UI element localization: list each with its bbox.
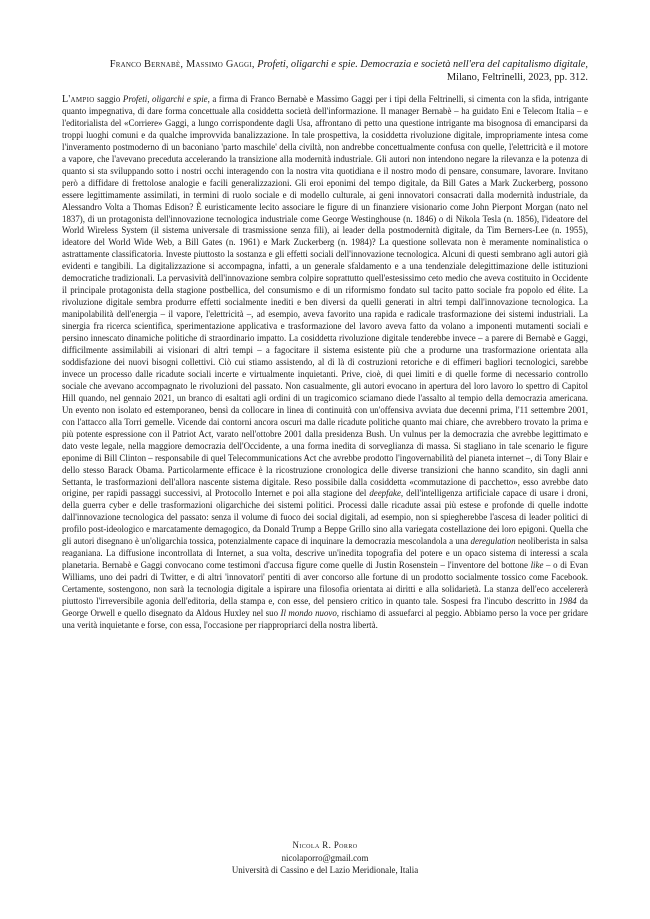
review-text [62, 94, 588, 632]
review-italic-book-title: Il mondo nuovo [280, 607, 337, 618]
review-italic-term: like [530, 560, 544, 571]
reviewer-email: nicolaporro@gmail.com [281, 852, 369, 863]
review-italic-term: deregulation [470, 536, 516, 547]
review-text-segment: neoliberista in salsa reaganiana. La diffusione incontrollata di Internet, a sua volta, descrive un'inedita topografia del potere e un opaco sistema di interessi a scala planetaria. Bernabè e Gaggi convocano come testimoni d'accusa figure come quelle di Justin Rosenstein – l'inventore del bottone [62, 536, 588, 571]
review-text-segment: , rischiamo di assuefarci al peggio. Abbiamo perso la voce per gridare una verità inquietante e forse, con essa, l'occasione per riappropriarci della nostra libertà. [62, 607, 588, 630]
reviewer-signature [62, 839, 588, 877]
review-lead-words: L'ampio [62, 94, 95, 105]
book-publisher: Milano, Feltrinelli, 2023, pp. 312. [446, 72, 588, 84]
book-authors: Franco Bernabè, Massimo Gaggi, [109, 59, 255, 70]
review-text-segment: saggio [94, 94, 123, 104]
review-italic-book-title: Profeti, oligarchi e spie [122, 94, 208, 104]
reviewer-affiliation: Università di Cassino e del Lazio Meridionale, Italia [231, 865, 419, 876]
bibliographic-reference [62, 58, 588, 84]
review-text-segment: – o di Evan Williams, uno dei padri di Twitter, e di altri 'innovatori' pentiti di aver concorso alle fortune di un prodotto socialmente tossico come Facebook. Certamente, sostengono, non sarà la tecnologia digitale a ispirare una filosofia orientata ai diritti e alla solidarietà. La stanza dell'eco accelererà piuttosto l'irreversibile agonia dell'editoria, della stampa e, con esse, del pensiero critico in quanto tale. Sospesi fra l'incubo descritto in [62, 560, 589, 607]
review-text-segment: , a firma di Franco Bernabè e Massimo Gaggi per i tipi della Feltrinelli, si cimenta con la sfida, intrigante quanto impegnativa, di dare forma concettuale alla cosiddetta società dell'informazione. Il manager Bernabè – ha guidato Eni e Telecom Italia – e l'editorialista del «Corriere» Gaggi, a lungo corrispondente dagli Usa, affrontano di petto una questione intrigante ma bisognosa di emanciparsi da troppi luoghi comuni e da qualche improvvida banalizzazione. In tale prospettiva, la cosiddetta rivoluzione digitale, impropriamente intesa come l'inveramento postmoderno di un baconiano 'parto maschile' della civiltà, non andrebbe concettualmente confusa con quelle, l'elettricità e il motore a vapore, che l'avevano preceduta accelerando la transizione alla modernità industriale. Gli autori non intendono negare la rilevanza e la potenza di quanto si sta sviluppando sotto i nostri occhi interagendo con la nostra vita quotidiana e il nostro modo di pensare, consumare, lavorare. Invitano però a diffidare di frettolose analogie e facili generalizzazioni. Gli eroi eponimi del tempo digitale, da Bill Gates a Mark Zuckerberg, possono essere legittimamente assimilati, in termini di ruolo sociale e di modello culturale, ai geni innovatori consacrati dalla modernità industriale, da Alessandro Volta a Thomas Edison? È euristicamente lecito associare le figure di un finanziere visionario come John Pierpont Morgan (nato nel 1837), di un protagonista dell'innovazione tecnologica industriale come George Westinghouse (n. 1846) o di Nikola Tesla (n. 1856), l'ideatore del World Wireless System (il sistema universale di trasmissione senza fili), ai leader della postmodernità digitale, da Tim Berners-Lee (n. 1955), ideatore del World Wide Web, a Bill Gates (n. 1961) e Mark Zuckerberg (n. 1984)? La questione sollevata non è meramente nominalistica o astrattamente classificatoria. Investe piuttosto la sostanza e gli effetti sociali dell'innovazione tecnologica. Alcuni di questi sembrano agli autori già evidenti e tangibili. La digitalizzazione si accompagna, infatti, a un generale sfaldamento e a una tendenziale delegittimazione delle istituzioni democratiche tradizionali. La pervasività dell'innovazione sembra colpire soprattutto quell'estesissimo ceto medio che aveva costituito in Occidente il principale protagonista della stagione postbellica, del consumismo e di un riformismo fondato sul tacito patto sociale fra popolo ed élite. La rivoluzione digitale sembra produrre effetti socialmente inediti e ben diversi da quelli generati in altri tempi dall'innovazione tecnologica. La manipolabilità dell'energia – il vapore, l'elettricità –, ad esempio, aveva favorito una rapida e radicale trasformazione dei sistemi industriali. La sinergia fra ricerca scientifica, sperimentazione applicativa e trasformazione del lavoro aveva fatto da volano a imponenti mutamenti sociali e persino innescato dinamiche politiche di straordinario impatto. La cosiddetta rivoluzione digitale tenderebbe invece – a parere di Bernabè e Gaggi, difficilmente assimilabili ai visionari di altri tempi – a fagocitare il sistema esistente più che a produrne una trasformazione orientata alla soddisfazione dei nuovi bisogni collettivi. Ciò cui stiamo assistendo, al di là di costruzioni retoriche e di effimeri bagliori tecnologici, sarebbe invece un processo dalle ricadute sociali incerte e virtualmente inquietanti. Prive, cioè, di quei limiti e di quelle forme di necessario controllo sociale che avevano accompagnato le rivoluzioni del passato. Non casualmente, gli autori evocano in apertura del loro lavoro lo spettro di Capitol Hill quando, nel gennaio 2021, un branco di esaltati agli ordini di un tragicomico sciamano diede l'assalto al tempio della democrazia americana. Un evento non isolato ed estemporaneo, bensì da collocare in linea di continuità con un'offensiva avviata due decenni prima, l'11 settembre 2001, con l'attacco alla Torri gemelle. Vicende dai contorni ancora oscuri ma dalle ricadute politiche quanto mai chiare, che avrebbero trovato la prima e più potente espressione con il Patriot Act, varato nell'ottobre 2001 dalla presidenza Bush. Un vulnus per la democrazia che avrebbe legittimato e dato veste legale, nella maggiore democrazia dell'Occidente, a una forma inedita di sorveglianza di massa. Si stagliano in tale scenario le figure eponime di Bill Clinton – responsabile di quel Telecommunications Act che avrebbe prodotto l'ingovernabilità del pianeta internet –, di Tony Blair e dello stesso Barack Obama. Particolarmente efficace è la ricostruzione cronologica delle diverse transizioni che hanno scandito, sin dagli anni Settanta, le trasformazioni dell'allora nascente sistema digitale. Reso possibile dalla cosiddetta «commutazione di pacchetto», esso avrebbe dato origine, per rapidi passaggi successivi, al Protocollo Internet e poi alla stagione del [62, 94, 589, 499]
reviewer-name: Nicola R. Porro [292, 840, 358, 850]
book-title: Profeti, oligarchi e spie. Democrazia e società nell'era del capitalismo digitale, [257, 59, 588, 70]
review-italic-term: deepfake [369, 488, 401, 499]
review-text-segment: da George Orwell e quello disegnato da Aldous Huxley nel suo [62, 596, 588, 618]
review-italic-book-title: 1984 [558, 596, 577, 607]
review-text-segment: , dell'intelligenza artificiale capace di usare i droni, della guerra cyber e delle trasformazioni oligarchiche dei sistemi politici. Processi dalle ricadute assai più estese e profonde di quelle indotte dall'innovazione tecnologica del passato: senza il volume di fuoco dei social digitali, ad esempio, non si spiegherebbe l'ascesa di leader politici di profilo post-ideologico e marcatamente demagogico, da Donald Trump a Beppe Grillo sino alla variegata costellazione dei loro epigoni. Quella che gli autori disegnano è un'oligarchia tossica, potenzialmente capace di inquinare la democrazia mescolandola a una [62, 488, 588, 547]
